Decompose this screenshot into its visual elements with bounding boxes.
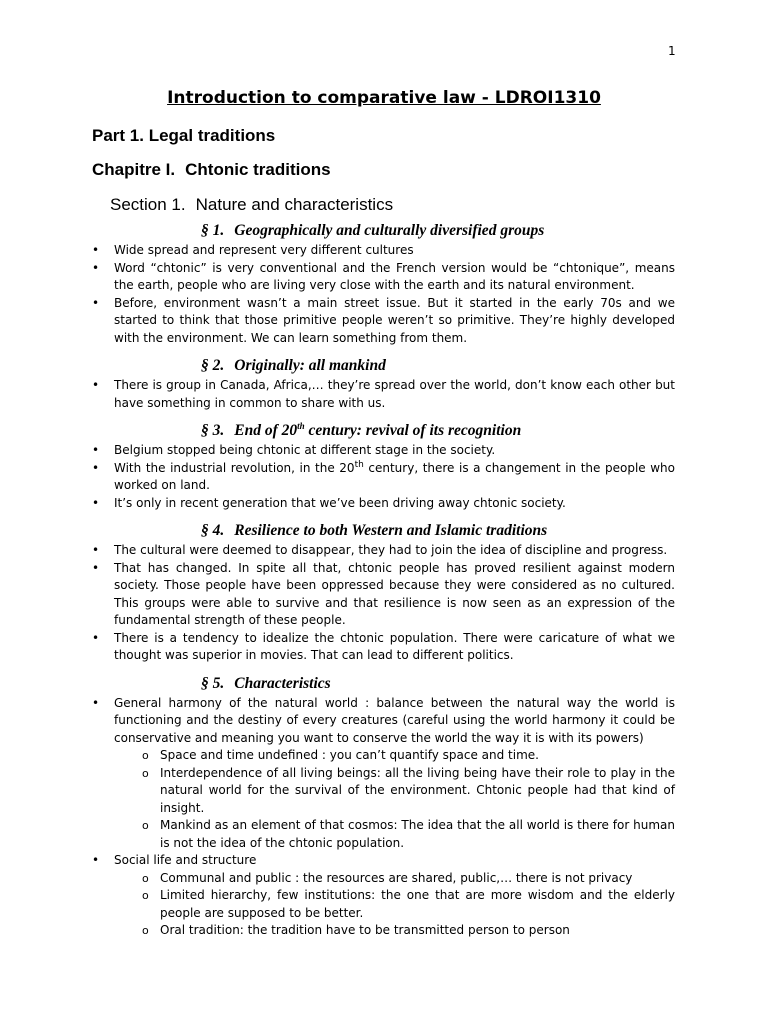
list-item: • Word “chtonic” is very conventional and the French version would be “chtonique”, means the earth, people who are living very close with the earth and its natural environment.	[92, 260, 675, 295]
bullet-list-2	[92, 377, 675, 412]
chapter-heading	[92, 160, 331, 180]
subsection-title: Geographically and culturally diversified groups	[234, 222, 545, 239]
list-item: • The cultural were deemed to disappear, they had to join the idea of discipline and progress.	[92, 542, 675, 560]
list-item	[92, 460, 675, 495]
superscript: th	[354, 459, 364, 470]
chapter-label: Chapitre I.	[92, 160, 176, 179]
sub-list-item: o Limited hierarchy, few institutions: the one that are more wisdom and the elderly people are supposed to be better.	[92, 887, 675, 922]
list-item: • There is a tendency to idealize the chtonic population. There were caricature of what we thought was superior in movies. That can lead to different politics.	[92, 630, 675, 665]
list-item: • Social life and structure	[92, 852, 675, 870]
subsection-title: Characteristics	[234, 674, 331, 692]
subsection-title: Originally: all mankind	[234, 357, 386, 374]
subsection-number: § 1.	[201, 222, 225, 239]
subsection-title-end: century: revival of its recognition	[304, 422, 522, 439]
list-item: • Belgium stopped being chtonic at different stage in the society.	[92, 442, 675, 460]
section-name: Nature and characteristics	[195, 195, 394, 214]
list-item-text-start: With the industrial revolution, in the 20	[114, 460, 355, 475]
sub-list-2	[92, 870, 675, 940]
subsection-title-start: End of 20	[234, 422, 298, 439]
list-item: • There is group in Canada, Africa,… they’re spread over the world, don’t know each other but have something in common to share with us.	[92, 377, 675, 412]
chapter-name: Chtonic traditions	[185, 160, 331, 179]
section-heading	[110, 195, 393, 215]
subsection-number: § 3.	[201, 422, 225, 439]
subsection-heading-3	[92, 420, 675, 442]
sub-list-item: o Interdependence of all living beings: all the living being have their role to play in the natural world for the survival of the environment. Chtonic people had that kind of insight.	[92, 765, 675, 818]
subsection-number: § 5.	[201, 674, 225, 692]
list-item-text: General harmony of the natural world : balance between the natural way the world is functioning and the destiny of every creatures (careful using the world harmony it could be conservative and meaning you want to conserve the world the way it is with its powers)	[114, 695, 675, 745]
bullet-list-1	[92, 242, 675, 347]
subsection-number: § 2.	[201, 357, 225, 374]
list-item: • That has changed. In spite all that, chtonic people has proved resilient against modern society. Those people have been oppressed because they were considered as no cultured. This groups were able to survive and that resilience is now seen as an expression of the fundamental strength of these people.	[92, 560, 675, 630]
bullet-list-4	[92, 542, 675, 665]
section-label: Section 1.	[110, 195, 186, 214]
bullet-list-5	[92, 695, 675, 748]
bullet-list-6	[92, 852, 675, 870]
subsection-number: § 4.	[201, 522, 225, 539]
subsection-title: Resilience to both Western and Islamic traditions	[234, 522, 548, 539]
part-heading: Part 1. Legal traditions	[92, 126, 276, 145]
list-item-text-end: century, there is a changement in the people who worked on land.	[114, 460, 675, 492]
document-title: Introduction to comparative law - LDROI1310	[167, 88, 601, 108]
bullet-list-3	[92, 442, 675, 512]
superscript: th	[297, 420, 305, 431]
list-item: • Wide spread and represent very different cultures	[92, 242, 675, 260]
sub-list-item: o Oral tradition: the tradition have to be transmitted person to person	[92, 922, 675, 940]
subsection-heading-1	[92, 220, 675, 242]
subsection-heading-5	[92, 673, 675, 695]
page-number: 1	[668, 44, 676, 58]
document-body	[92, 220, 675, 940]
subsection-heading-4	[92, 520, 675, 542]
list-item: • It’s only in recent generation that we’ve been driving away chtonic society.	[92, 495, 675, 513]
subsection-heading-2	[92, 355, 675, 377]
sub-list-item: o Mankind as an element of that cosmos: The idea that the all world is there for human is not the idea of the chtonic population.	[92, 817, 675, 852]
list-item: • Before, environment wasn’t a main street issue. But it started in the early 70s and we started to think that those primitive people weren’t so primitive. They’re highly developed with the environment. We can learn something from them.	[92, 295, 675, 348]
sub-list-1	[92, 747, 675, 852]
sub-list-item: o Space and time undefined : you can’t quantify space and time.	[92, 747, 675, 765]
sub-list-item: o Communal and public : the resources are shared, public,… there is not privacy	[92, 870, 675, 888]
list-item	[92, 695, 675, 748]
